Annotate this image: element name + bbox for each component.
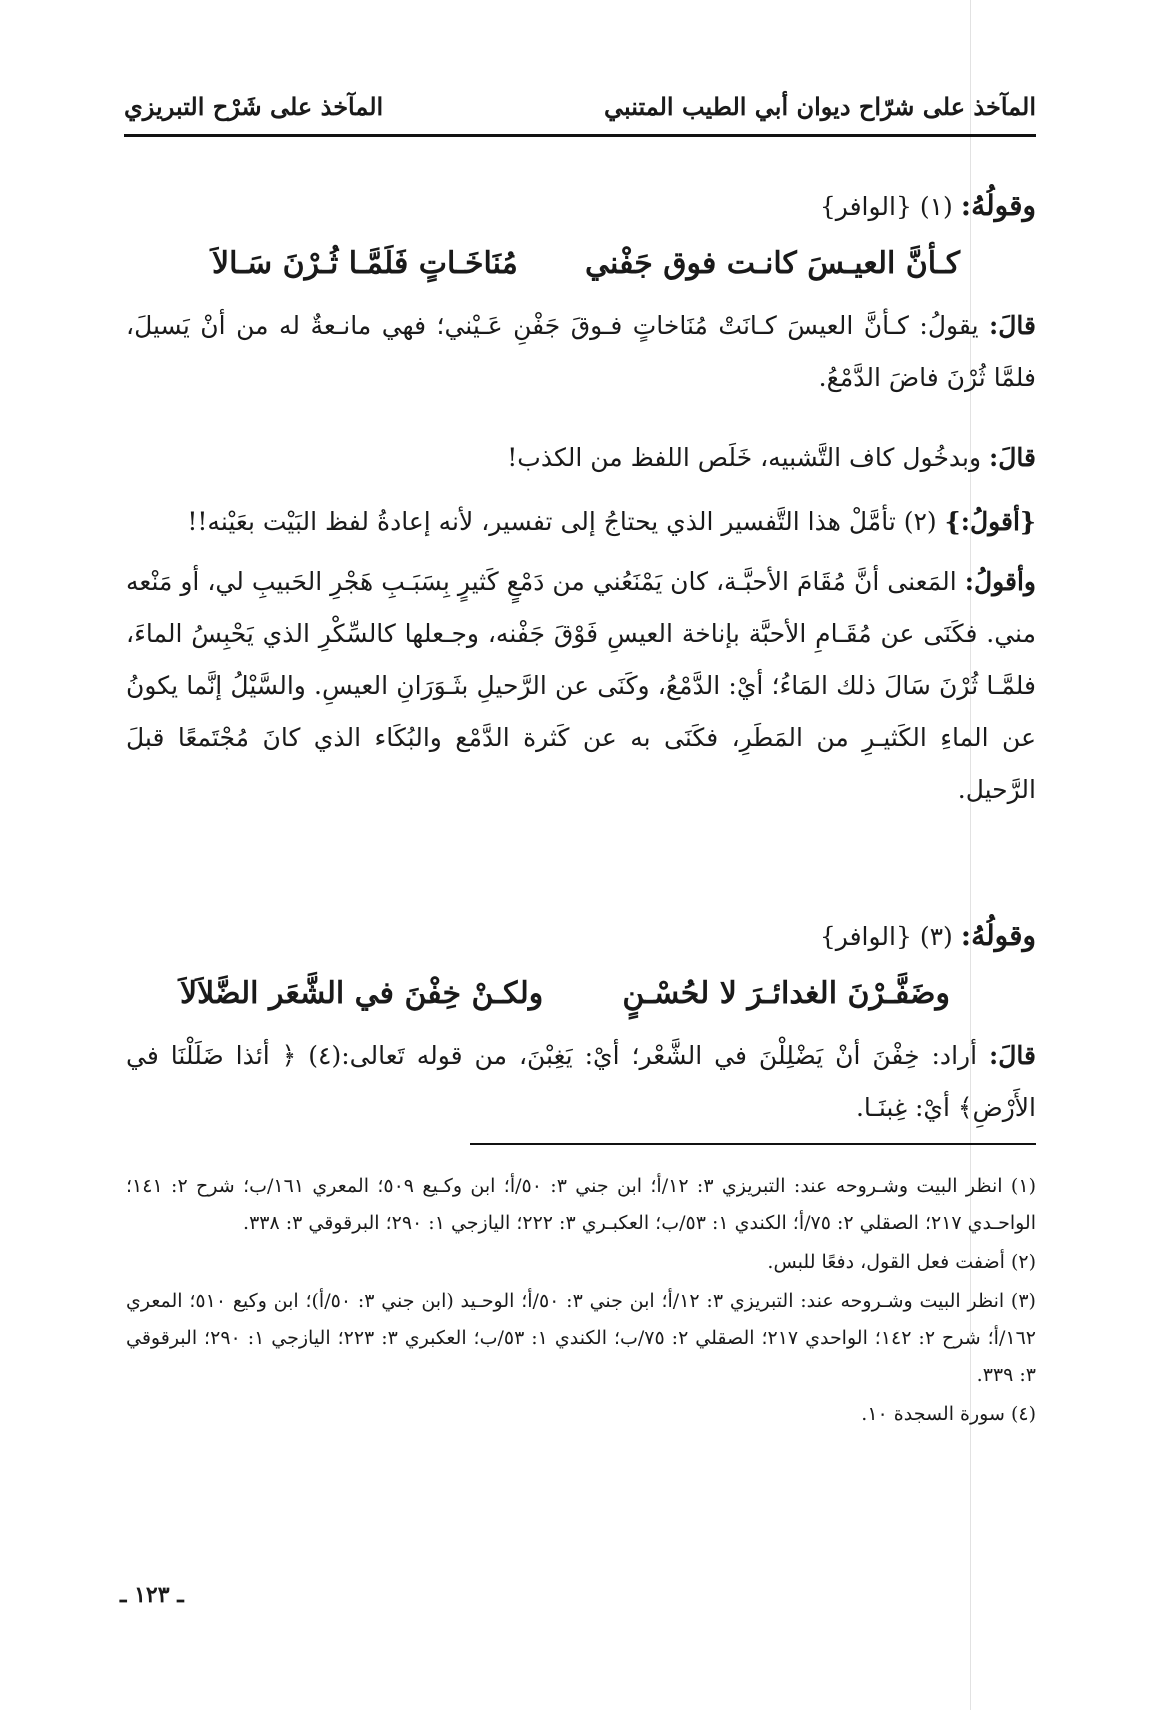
page-number: ـ ١٢٣ ـ — [120, 1582, 184, 1608]
header-rule — [124, 134, 1036, 137]
footnote-2: (٢) أضفت فعل القول، دفعًا للبس. — [767, 1251, 1036, 1273]
footnote-4: (٤) سورة السجدة ١٠. — [861, 1403, 1036, 1425]
verse2-second-hemistich: ولكـنْ خِفْنَ في الشَّعَر الضَّلاَلاَ — [180, 976, 544, 1011]
aqul-label: وأقولُ: — [964, 567, 1036, 596]
commentary-qala-1 — [126, 300, 1036, 404]
header-section-title: المآخذ على شَرْح التبريزي — [124, 92, 384, 121]
verse2-intro — [126, 910, 1036, 963]
running-header — [124, 92, 1036, 136]
qala-label: قالَ: — [989, 443, 1036, 472]
meter-note: (٣) {الوافر} — [819, 922, 953, 951]
verse1-second-hemistich: مُنَاخَـاتٍ فَلَمَّـا ثُـرْنَ سَـالاَ — [212, 246, 518, 281]
qala-text: وبدخُول كاف التَّشبيه، خَلَص اللفظ من الكذب! — [507, 443, 982, 472]
footnotes — [126, 1168, 1036, 1435]
qala-text: أراد: خِفْنَ أنْ يَضْلِلْنَ في الشَّعْر؛ أيْ: يَغِبْنَ، من قوله تَعالى:(٤) ﴿ أئذا ضَلَلْنَا في الأَرْضِ﴾ أيْ: غِبنَـا. — [126, 1041, 1036, 1122]
footnote-rule — [470, 1143, 1036, 1145]
intro-label: وقولُهُ: — [960, 189, 1036, 222]
aqul-text: (٢) تأمَّلْ هذا التَّفسير الذي يحتاجُ إلى تفسير، لأنه إعادةُ لفظ البَيْت بعَيْنه!! — [187, 507, 937, 536]
qala-label: قالَ: — [989, 1041, 1036, 1070]
meter-note: (١) {الوافر} — [819, 192, 953, 221]
verse1-first-hemistich: كـأنَّ العيـسَ كانـت فوق جَفْني — [585, 246, 960, 281]
footnote-1: (١) انظر البيت وشـروحه عند: التبريزي ٣: ١٢/أ؛ ابن جني ٣: ٥٠/أ؛ ابن وكـيع ٥٠٩؛ المعري ١٦١/ب؛ شرح ٢: ١٤١؛ الواحـدي ٢١٧؛ الصقلي ٢: ٧٥/أ؛ الكندي ١: ٥٣/ب؛ العكبـري ٣: ٢٢٢؛ اليازجي ١: ٢٩٠؛ البرقوقي ٣: ٣٣٨. — [126, 1175, 1036, 1234]
footnote-3: (٣) انظر البيت وشـروحه عند: التبريزي ٣: ١٢/أ؛ ابن جني ٣: ٥٠/أ؛ الوحـيد (ابن جني ٣: ٥٠/أ)؛ ابن وكيع ٥١٠؛ المعري ١٦٢/أ؛ شرح ٢: ١٤٢؛ الواحدي ٢١٧؛ الصقلي ٢: ٧٥/ب؛ الكندي ١: ٥٣/ب؛ العكبري ٣: ٢٢٣؛ اليازجي ١: ٢٩٠؛ البرقوقي ٣: ٣٣٩. — [126, 1290, 1036, 1386]
verse2-first-hemistich: وضَفَّـرْنَ الغدائـرَ لا لحُسْـنٍ — [622, 976, 950, 1011]
commentary-aqul-1 — [126, 496, 1036, 548]
aqul-text: المَعنى أنَّ مُقَامَ الأحبَّـة، كان يَمْنَعُني من دَمْعٍ كَثيرٍ بِسَبَـبِ هَجْرِ الحَبيبِ لي، أو مَنْعه مني. فكَنَى عن مُقَـامِ الأحبَّة بإناخة العيسِ فَوْقَ جَفْنه، وجـعلها كالسِّكْرِ الذي يَحْبِسُ الماءَ، فلمَّـا ثُرْنَ سَالَ ذلك المَاءُ؛ أيْ: الدَّمْعُ، وكَنَى عن الرَّحيلِ بثَـوَرَانِ العيسِ. والسَّيْلُ إنَّما يكونُ عن الماءِ الكَثيـرِ من المَطَرِ، فكَنَى به عن كَثرة الدَّمْع والبُكَاء الذي كانَ مُجْتَمعًا قبلَ الرَّحيل. — [126, 567, 1036, 804]
verse1-intro — [126, 180, 1036, 233]
header-book-title: المآخذ على شرّاح ديوان أبي الطيب المتنبي — [604, 92, 1036, 121]
commentary-aqul-2 — [126, 556, 1036, 816]
qala-label: قالَ: — [989, 311, 1036, 340]
aqul-label: {أقولُ:} — [944, 507, 1036, 536]
commentary-qala-2 — [126, 432, 1036, 484]
commentary-qala-3 — [126, 1030, 1036, 1134]
scan-gutter-line — [970, 0, 971, 1710]
intro-label: وقولُهُ: — [960, 919, 1036, 952]
qala-text: يقولُ: كـأنَّ العيسَ كـانَتْ مُنَاخاتٍ فـوقَ جَفْنِ عَـيْني؛ فهي مانـعةٌ له من أنْ يَسيلَ، فلمَّا ثُرْنَ فاضَ الدَّمْعُ. — [126, 311, 1036, 392]
